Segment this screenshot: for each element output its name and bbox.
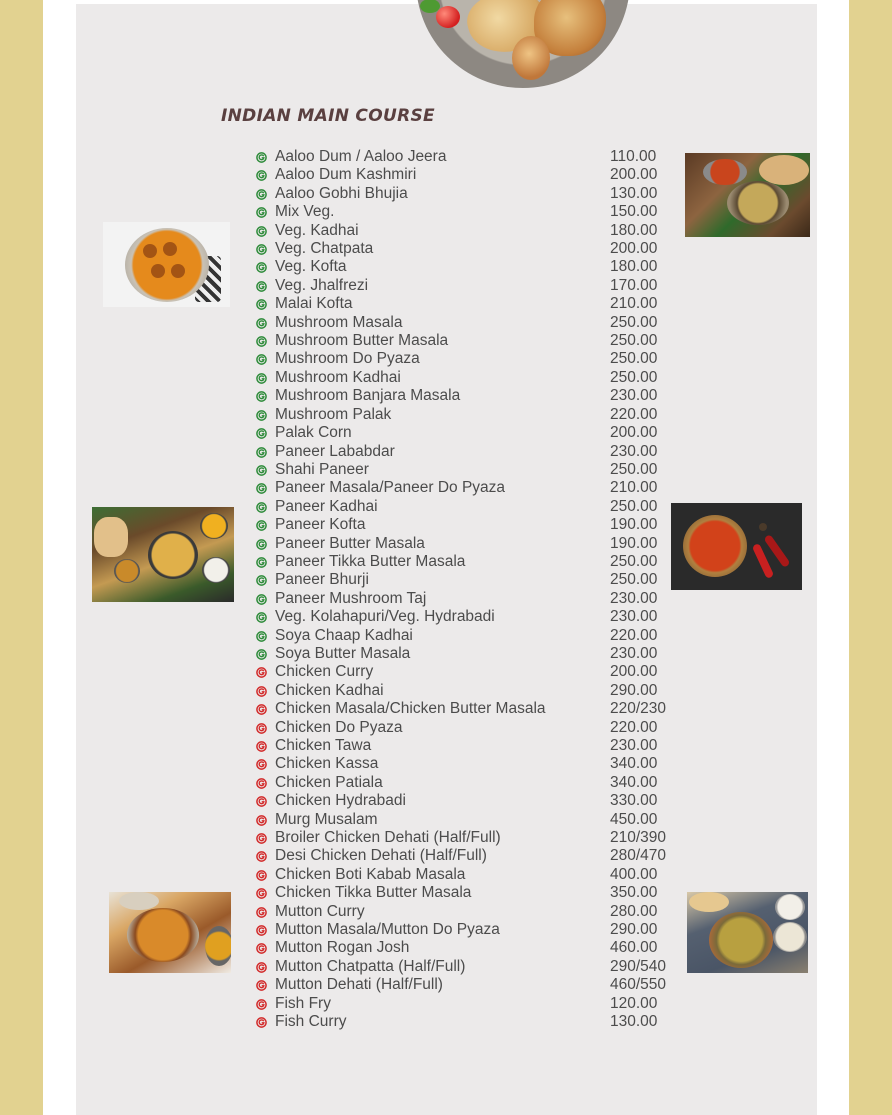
- veg-indicator-icon: [256, 649, 267, 660]
- menu-item-name: Chicken Hydrabadi: [275, 792, 406, 810]
- menu-item: [254, 995, 684, 1013]
- menu-item: [254, 921, 684, 939]
- menu-item-price: 250.00: [610, 332, 658, 350]
- menu-item: [254, 792, 684, 810]
- menu-item-name: Mushroom Banjara Masala: [275, 387, 461, 405]
- nonveg-indicator-icon: [256, 704, 267, 715]
- veg-indicator-icon: [256, 539, 267, 550]
- menu-item: [254, 277, 684, 295]
- menu-item-price: 250.00: [610, 350, 658, 368]
- menu-item: [254, 443, 684, 461]
- menu-item-price: 250.00: [610, 460, 658, 478]
- menu-item: [254, 148, 684, 166]
- menu-item: [254, 222, 684, 240]
- menu-item-name: Mutton Masala/Mutton Do Pyaza: [275, 921, 500, 939]
- menu-item: [254, 553, 684, 571]
- menu-item-price: 220.00: [610, 718, 658, 736]
- nonveg-indicator-icon: [256, 833, 267, 844]
- menu-item-name: Chicken Tikka Butter Masala: [275, 884, 472, 902]
- menu-item: [254, 903, 684, 921]
- menu-item-price: 210.00: [610, 295, 658, 313]
- menu-item-name: Paneer Kadhai: [275, 497, 378, 515]
- menu-item-name: Chicken Patiala: [275, 773, 383, 791]
- menu-item-price: 210.00: [610, 479, 658, 497]
- veg-indicator-icon: [256, 410, 267, 421]
- menu-item-price: 220.00: [610, 626, 658, 644]
- menu-item-price: 450.00: [610, 810, 658, 828]
- menu-item-price: 180.00: [610, 221, 658, 239]
- menu-item: [254, 516, 684, 534]
- biryani-thali-photo: [92, 507, 234, 602]
- menu-item-name: Chicken Masala/Chicken Butter Masala: [275, 700, 546, 718]
- menu-item: [254, 369, 684, 387]
- menu-item-name: Mutton Rogan Josh: [275, 939, 410, 957]
- menu-item-price: 200.00: [610, 424, 658, 442]
- menu-item-name: Shahi Paneer: [275, 460, 369, 478]
- veg-indicator-icon: [256, 226, 267, 237]
- veg-indicator-icon: [256, 262, 267, 273]
- menu-item: [254, 258, 684, 276]
- menu-item-name: Mutton Chatpatta (Half/Full): [275, 957, 466, 975]
- left-border: [0, 0, 43, 1115]
- menu-item-price: 230.00: [610, 442, 658, 460]
- menu-item-price: 210/390: [610, 829, 667, 847]
- nonveg-indicator-icon: [256, 888, 267, 899]
- menu-item: [254, 737, 684, 755]
- nonveg-indicator-icon: [256, 759, 267, 770]
- nonveg-indicator-icon: [256, 667, 267, 678]
- menu-item-price: 330.00: [610, 792, 658, 810]
- menu-item-name: Mushroom Butter Masala: [275, 332, 449, 350]
- menu-item: [254, 847, 684, 865]
- menu-item-name: Fish Curry: [275, 1013, 347, 1031]
- menu-item-price: 280/470: [610, 847, 667, 865]
- veg-indicator-icon: [256, 336, 267, 347]
- menu-item-name: Soya Chaap Kadhai: [275, 626, 413, 644]
- menu-item-price: 130.00: [610, 1013, 658, 1031]
- veg-indicator-icon: [256, 170, 267, 181]
- menu-item-price: 230.00: [610, 737, 658, 754]
- menu-item: [254, 719, 684, 737]
- mutton-rogan-josh-photo: [109, 892, 231, 973]
- menu-item-price: 250.00: [610, 313, 658, 331]
- menu-item: [254, 166, 684, 184]
- menu-item: [254, 295, 684, 313]
- veg-indicator-icon: [256, 354, 267, 365]
- nonveg-indicator-icon: [256, 796, 267, 807]
- menu-item-price: 290.00: [610, 681, 658, 699]
- menu-item-name: Paneer Masala/Paneer Do Pyaza: [275, 479, 506, 497]
- menu-item-price: 150.00: [610, 203, 658, 221]
- menu-item-price: 250.00: [610, 571, 658, 589]
- veg-indicator-icon: [256, 281, 267, 292]
- veg-indicator-icon: [256, 244, 267, 255]
- veg-indicator-icon: [256, 391, 267, 402]
- menu-item: [254, 663, 684, 681]
- menu-item-price: 230.00: [610, 589, 658, 607]
- menu-item-name: Aaloo Dum / Aaloo Jeera: [275, 148, 447, 165]
- roast-chicken-plate-photo: [416, 0, 630, 88]
- nonveg-indicator-icon: [256, 999, 267, 1010]
- menu-item-price: 220/230: [610, 700, 667, 718]
- menu-item-name: Broiler Chicken Dehati (Half/Full): [275, 829, 501, 847]
- menu-item-price: 190.00: [610, 516, 658, 534]
- menu-item: [254, 608, 684, 626]
- menu-item: [254, 866, 684, 884]
- menu-item: [254, 939, 684, 957]
- menu-item-name: Mix Veg.: [275, 203, 335, 221]
- malai-kofta-photo: [103, 222, 230, 307]
- menu-item: [254, 682, 684, 700]
- nonveg-indicator-icon: [256, 815, 267, 826]
- menu-item-price: 400.00: [610, 865, 658, 883]
- butter-chicken-photo: [671, 503, 802, 590]
- menu-item-name: Mushroom Masala: [275, 313, 403, 331]
- menu-item-name: Chicken Curry: [275, 663, 374, 681]
- veg-indicator-icon: [256, 483, 267, 494]
- veg-indicator-icon: [256, 557, 267, 568]
- menu-item-name: Fish Fry: [275, 994, 331, 1012]
- menu-item-name: Veg. Kolahapuri/Veg. Hydrabadi: [275, 608, 495, 626]
- menu-item-price: 180.00: [610, 258, 658, 276]
- menu-item: [254, 700, 684, 718]
- nonveg-indicator-icon: [256, 962, 267, 973]
- menu-item-name: Chicken Kassa: [275, 755, 379, 773]
- menu-item: [254, 240, 684, 258]
- menu-item-name: Chicken Do Pyaza: [275, 718, 403, 736]
- menu-item-name: Murg Musalam: [275, 810, 378, 828]
- menu-item-price: 250.00: [610, 552, 658, 570]
- menu-item-price: 290/540: [610, 957, 667, 975]
- veg-indicator-icon: [256, 575, 267, 586]
- menu-item-price: 200.00: [610, 663, 658, 681]
- menu-item-price: 220.00: [610, 405, 658, 423]
- veg-indicator-icon: [256, 465, 267, 476]
- menu-item: [254, 571, 684, 589]
- menu-item-name: Veg. Kadhai: [275, 221, 359, 239]
- menu-item-name: Mushroom Palak: [275, 405, 392, 423]
- right-border: [849, 0, 892, 1115]
- menu-item-price: 230.00: [610, 608, 658, 626]
- menu-item-name: Mushroom Kadhai: [275, 368, 401, 386]
- menu-item-name: Soya Butter Masala: [275, 644, 411, 662]
- menu-item: [254, 627, 684, 645]
- nonveg-indicator-icon: [256, 741, 267, 752]
- veg-indicator-icon: [256, 631, 267, 642]
- menu-item-price: 230.00: [610, 387, 658, 405]
- menu-item: [254, 314, 684, 332]
- menu-item: [254, 1013, 684, 1031]
- nonveg-indicator-icon: [256, 1017, 267, 1028]
- menu-item: [254, 387, 684, 405]
- menu-item: [254, 535, 684, 553]
- menu-item-price: 130.00: [610, 184, 658, 202]
- menu-item-price: 250.00: [610, 497, 658, 515]
- veg-indicator-icon: [256, 373, 267, 384]
- menu-item: [254, 185, 684, 203]
- menu-item: [254, 406, 684, 424]
- menu-item: [254, 424, 684, 442]
- nonveg-indicator-icon: [256, 851, 267, 862]
- menu-item: [254, 590, 684, 608]
- menu-item-name: Mutton Curry: [275, 902, 365, 920]
- menu-item-name: Aaloo Dum Kashmiri: [275, 166, 417, 184]
- menu-item-price: 340.00: [610, 755, 658, 773]
- nonveg-indicator-icon: [256, 980, 267, 991]
- menu-item-name: Palak Corn: [275, 424, 352, 442]
- dal-roti-photo: [685, 153, 810, 237]
- nonveg-indicator-icon: [256, 686, 267, 697]
- menu-item-price: 340.00: [610, 773, 658, 791]
- menu-item: [254, 884, 684, 902]
- menu-item-name: Paneer Mushroom Taj: [275, 589, 427, 607]
- menu-item: [254, 350, 684, 368]
- menu-item-name: Mutton Dehati (Half/Full): [275, 976, 443, 994]
- menu-item-name: Chicken Kadhai: [275, 681, 384, 699]
- veg-indicator-icon: [256, 428, 267, 439]
- menu-item-price: 190.00: [610, 534, 658, 552]
- menu-item: [254, 645, 684, 663]
- menu-item-price: 120.00: [610, 994, 658, 1012]
- menu-item-price: 280.00: [610, 902, 658, 920]
- menu-item-name: Paneer Kofta: [275, 516, 366, 534]
- menu-item-name: Paneer Bhurji: [275, 571, 369, 589]
- nonveg-indicator-icon: [256, 943, 267, 954]
- menu-item-name: Paneer Tikka Butter Masala: [275, 552, 466, 570]
- menu-item: [254, 829, 684, 847]
- nonveg-indicator-icon: [256, 925, 267, 936]
- nonveg-indicator-icon: [256, 778, 267, 789]
- veg-indicator-icon: [256, 502, 267, 513]
- menu-item-name: Paneer Lababdar: [275, 442, 395, 460]
- menu-item-price: 200.00: [610, 166, 658, 184]
- veg-indicator-icon: [256, 152, 267, 163]
- menu-item: [254, 479, 684, 497]
- menu-item-name: Mushroom Do Pyaza: [275, 350, 420, 368]
- menu-item-name: Desi Chicken Dehati (Half/Full): [275, 847, 487, 865]
- menu-item-price: 350.00: [610, 884, 658, 902]
- menu-item: [254, 958, 684, 976]
- menu-list: [254, 148, 684, 1032]
- menu-item-name: Aaloo Gobhi Bhujia: [275, 184, 408, 202]
- menu-item-price: 460.00: [610, 939, 658, 957]
- menu-item-name: Chicken Tawa: [275, 737, 372, 754]
- menu-item-name: Malai Kofta: [275, 295, 353, 313]
- palak-paneer-photo: [687, 892, 808, 973]
- menu-item-price: 290.00: [610, 921, 658, 939]
- menu-item: [254, 332, 684, 350]
- veg-indicator-icon: [256, 594, 267, 605]
- menu-item: [254, 755, 684, 773]
- menu-item: [254, 498, 684, 516]
- menu-item-price: 170.00: [610, 276, 658, 294]
- nonveg-indicator-icon: [256, 907, 267, 918]
- menu-item: [254, 811, 684, 829]
- veg-indicator-icon: [256, 299, 267, 310]
- menu-item-price: 250.00: [610, 368, 658, 386]
- veg-indicator-icon: [256, 189, 267, 200]
- menu-item: [254, 461, 684, 479]
- menu-item-name: Veg. Chatpata: [275, 240, 374, 258]
- nonveg-indicator-icon: [256, 723, 267, 734]
- section-title: INDIAN MAIN COURSE: [221, 106, 435, 126]
- veg-indicator-icon: [256, 520, 267, 531]
- menu-item-price: 230.00: [610, 644, 658, 662]
- veg-indicator-icon: [256, 612, 267, 623]
- menu-item-name: Chicken Boti Kabab Masala: [275, 865, 466, 883]
- menu-item-price: 110.00: [610, 148, 657, 165]
- nonveg-indicator-icon: [256, 870, 267, 881]
- menu-item: [254, 976, 684, 994]
- menu-item: [254, 774, 684, 792]
- menu-item: [254, 203, 684, 221]
- menu-item-name: Veg. Jhalfrezi: [275, 276, 369, 294]
- veg-indicator-icon: [256, 207, 267, 218]
- menu-item-name: Paneer Butter Masala: [275, 534, 425, 552]
- menu-item-name: Veg. Kofta: [275, 258, 347, 276]
- menu-item-price: 200.00: [610, 240, 658, 258]
- veg-indicator-icon: [256, 447, 267, 458]
- menu-item-price: 460/550: [610, 976, 667, 994]
- veg-indicator-icon: [256, 318, 267, 329]
